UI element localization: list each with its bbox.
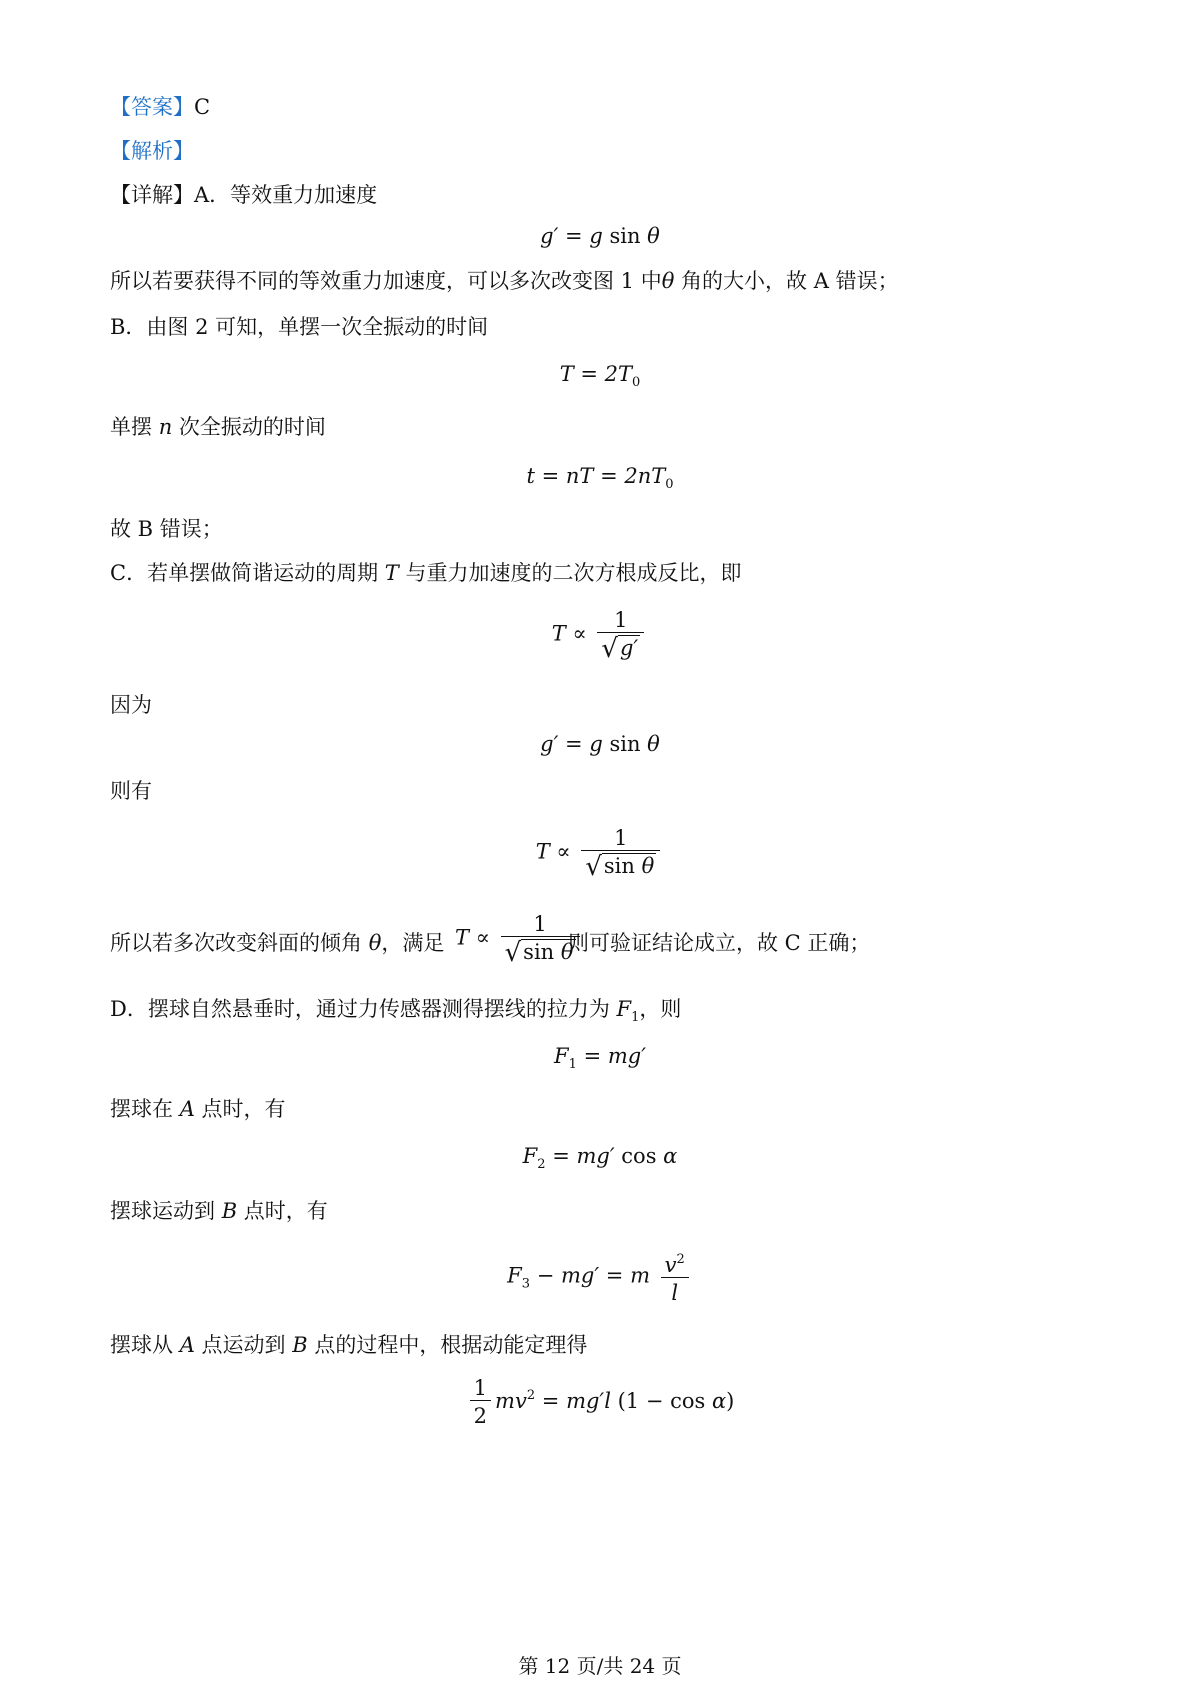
equation-g-prime-2: g′ = g sin θ: [540, 732, 660, 756]
c-conclusion: 所以若多次改变斜面的倾角 θ，满足: [110, 931, 445, 955]
equation-proportional-sin: T ∝ $\frac{1}{\text{√sin θ}}$: [0, 826, 1200, 880]
a-intro: A．等效重力加速度: [194, 183, 378, 207]
equation-f1: $F_1 = mg'$: [554, 1044, 646, 1072]
c-then: 则有: [110, 779, 152, 803]
d-intro: D．摆球自然悬垂时，通过力传感器测得摆线的拉力为 $F_1$，则: [110, 997, 682, 1025]
equation-kinetic-energy: $\frac{1}{2}$ $mv^2 = mg'l$ (1 − cos α): [0, 1376, 1200, 1429]
detail-label: 【详解】: [110, 183, 194, 207]
a-conclusion: 所以若要获得不同的等效重力加速度，可以多次改变图 1 中θ 角的大小，故 A 错误；: [110, 269, 899, 293]
b-intro: B．由图 2 可知，单摆一次全振动的时间: [110, 315, 489, 339]
equation-proportional-g: T ∝ $\frac{1}{√g'}$: [0, 608, 1200, 662]
analysis-label: 【解析】: [110, 139, 194, 163]
equation-g-prime-1: g′ = g sin θ: [540, 224, 660, 248]
b-conclusion: 故 B 错误；: [110, 517, 223, 541]
c-conclusion-end: 则可验证结论成立，故 C 正确；: [568, 931, 871, 955]
c-because: 因为: [110, 693, 152, 717]
equation-f2: $F_2 = mg'$ cos α: [522, 1144, 678, 1172]
c-intro: C．若单摆做简谐运动的周期 T 与重力加速度的二次方根成反比，即: [110, 561, 742, 585]
b-n-line: 单摆 n 次全振动的时间: [110, 415, 326, 439]
equation-total-time: t = nT = $2nT_0$: [526, 464, 674, 492]
answer-label: 【答案】: [110, 95, 194, 119]
page-footer: 第 12 页/共 24 页: [518, 1654, 682, 1678]
equation-period: $T = 2T_0$: [559, 362, 641, 390]
answer-value: C: [194, 95, 211, 119]
a-intro-line: [110, 180, 377, 210]
d-ab: 摆球从 A 点运动到 B 点的过程中，根据动能定理得: [110, 1333, 588, 1357]
equation-f3: $F_3 - mg' = m$ $\frac{v^2}{l}$: [0, 1248, 1200, 1306]
answer-line: [110, 92, 210, 122]
c-conclusion-inline-formula: T ∝ $\frac{1}{\text{√sin θ}}$: [455, 912, 584, 966]
d-at-a: 摆球在 A 点时，有: [110, 1097, 286, 1121]
d-at-b: 摆球运动到 B 点时，有: [110, 1199, 328, 1223]
